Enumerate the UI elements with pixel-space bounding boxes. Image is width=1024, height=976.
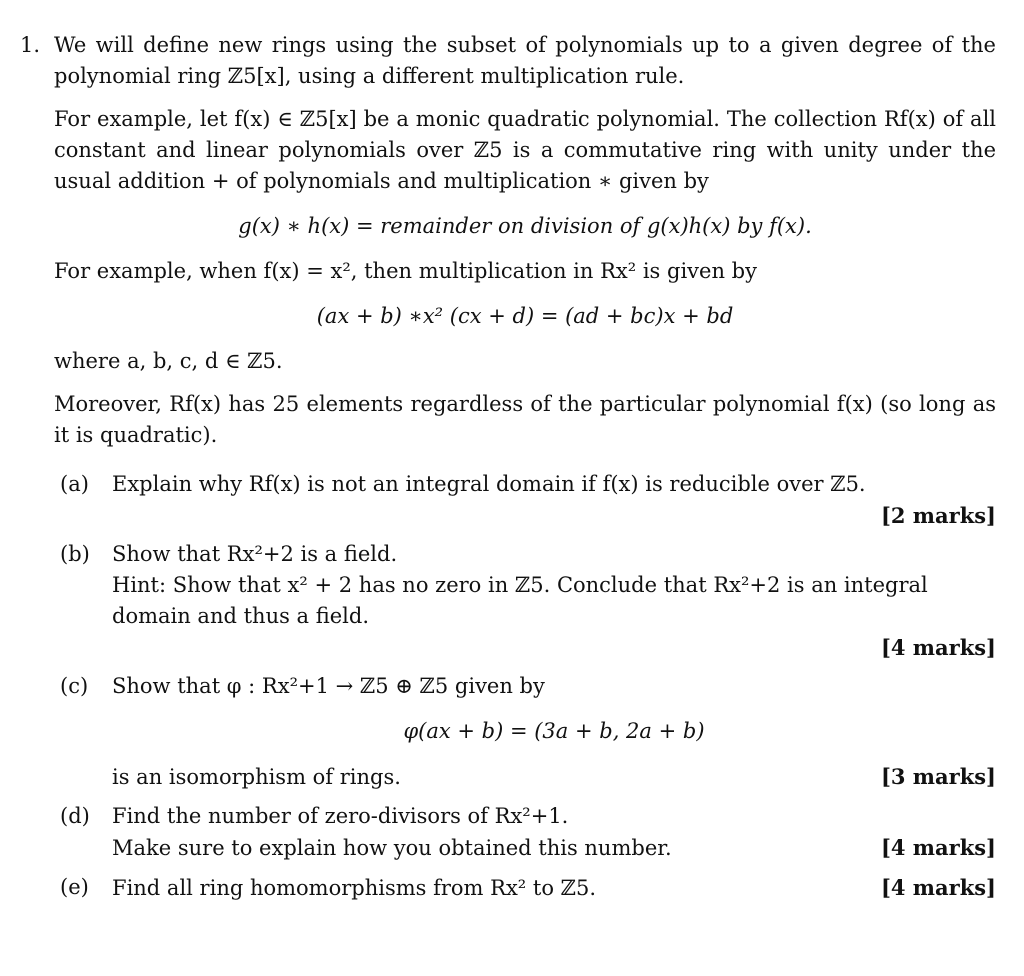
- marks-badge: [3 marks]: [880, 764, 996, 789]
- part-label: (d): [60, 804, 90, 828]
- part-e: [54, 872, 996, 904]
- part-c: [54, 671, 996, 793]
- x2-multiplication-display: (ax + b) ∗x² (cx + d) = (ad + bc)x + bd: [316, 304, 734, 328]
- marks-badge: [2 marks]: [880, 503, 996, 528]
- part-a: [54, 469, 996, 531]
- part-label: (a): [60, 472, 89, 496]
- part-text: Explain why Rf(x) is not an integral domain if f(x) is reducible over ℤ5.: [112, 472, 866, 496]
- part-label: (b): [60, 542, 90, 566]
- part-text: Show that Rx²+2 is a field.: [112, 542, 398, 566]
- marks-badge: [4 marks]: [880, 835, 996, 860]
- marks-badge: [4 marks]: [880, 875, 996, 900]
- moreover-paragraph: Moreover, Rf(x) has 25 elements regardless of the particular polynomial f(x) (so long as it is quadratic).: [54, 392, 996, 447]
- part-label: (e): [60, 875, 89, 899]
- example-paragraph: For example, let f(x) ∈ ℤ5[x] be a monic quadratic polynomial. The collection Rf(x) of all constant and linear polynomials over ℤ5 is a commutative ring with unity under the usual addition + of polynomials and multiplication ∗ given by: [54, 107, 996, 193]
- part-extra: Make sure to explain how you obtained this number.: [112, 836, 672, 860]
- part-text: Show that φ : Rx²+1 → ℤ5 ⊕ ℤ5 given by: [112, 674, 545, 698]
- question-number: 1.: [20, 33, 41, 57]
- question-body: [54, 30, 996, 912]
- multiplication-rule-display: g(x) ∗ h(x) = remainder on division of g(x)h(x) by f(x).: [238, 214, 812, 238]
- part-text: Find the number of zero-divisors of Rx²+1.: [112, 804, 569, 828]
- where-line: where a, b, c, d ∈ ℤ5.: [54, 349, 283, 373]
- part-tail: is an isomorphism of rings.: [112, 765, 401, 789]
- marks-badge: [4 marks]: [880, 635, 996, 660]
- part-hint: Hint: Show that x² + 2 has no zero in ℤ5. Conclude that Rx²+2 is an integral domain and thus a field.: [112, 573, 928, 628]
- isomorphism-display: φ(ax + b) = (3a + b, 2a + b): [403, 719, 705, 743]
- part-label: (c): [60, 674, 89, 698]
- part-b: [54, 539, 996, 663]
- parts-list: [54, 469, 996, 904]
- part-d: [54, 801, 996, 864]
- intro-paragraph: We will define new rings using the subset of polynomials up to a given degree of the polynomial ring ℤ5[x], using a different multiplication rule.: [54, 33, 996, 88]
- example2-paragraph: For example, when f(x) = x², then multiplication in Rx² is given by: [54, 259, 757, 283]
- part-text: Find all ring homomorphisms from Rx² to ℤ5.: [112, 876, 597, 900]
